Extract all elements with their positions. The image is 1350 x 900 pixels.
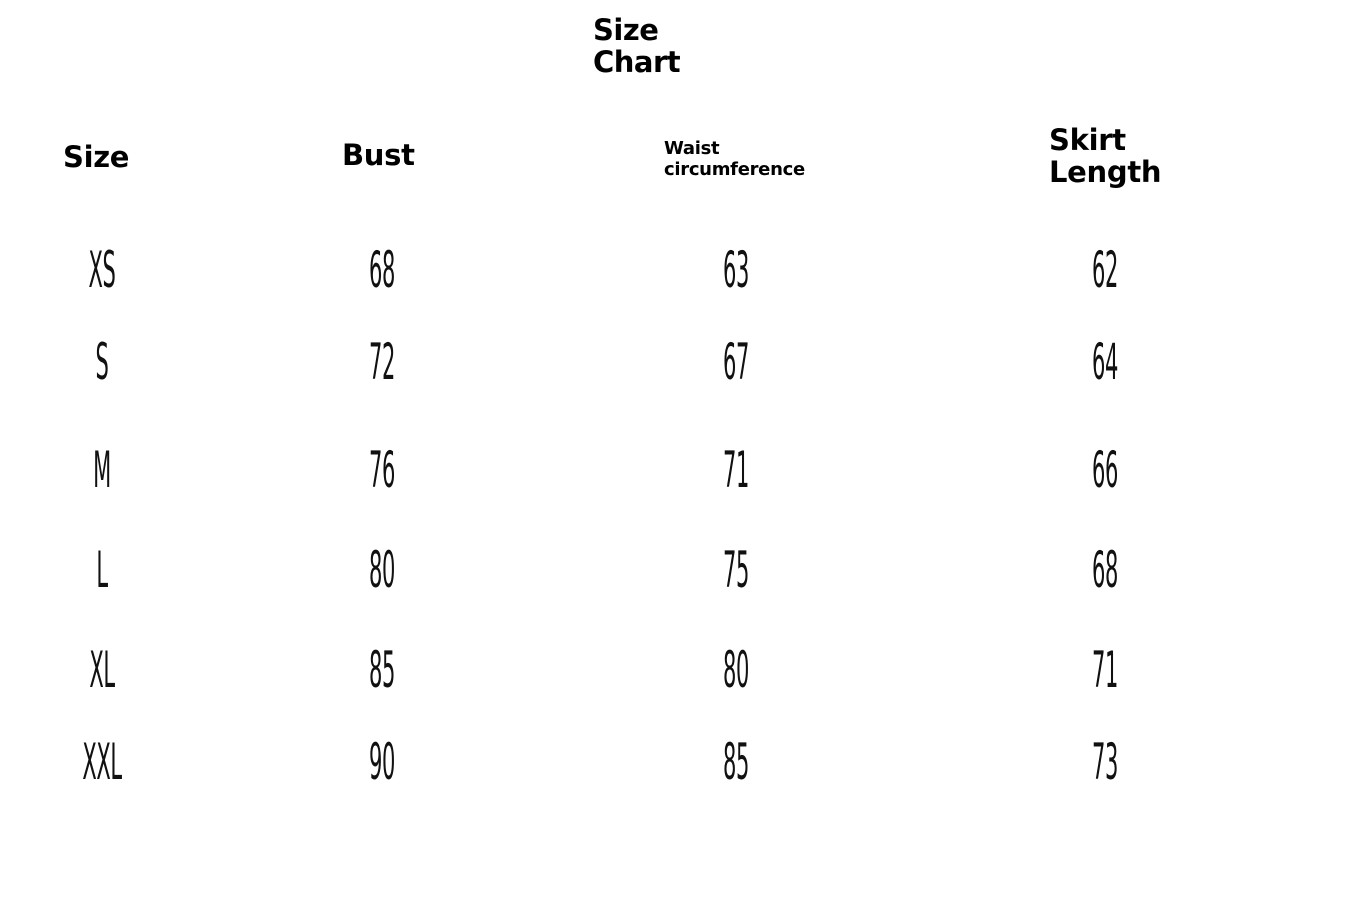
- table-cell-skirt: 62: [1092, 241, 1118, 299]
- table-cell-waist: 75: [723, 541, 749, 599]
- table-cell-bust: 85: [369, 641, 395, 699]
- table-cell-waist: 67: [723, 333, 749, 391]
- table-cell-waist: 71: [723, 441, 749, 499]
- table-cell-bust: 72: [369, 333, 395, 391]
- page-title: Size Chart: [593, 13, 681, 79]
- table-cell-size: XXL: [82, 733, 122, 791]
- table-cell-waist: 85: [723, 733, 749, 791]
- table-cell-skirt: 66: [1092, 441, 1118, 499]
- table-cell-bust: 68: [369, 241, 395, 299]
- table-cell-skirt: 64: [1092, 333, 1118, 391]
- table-cell-size: XS: [88, 241, 116, 299]
- table-cell-waist: 63: [723, 241, 749, 299]
- table-cell-waist: 80: [723, 641, 749, 699]
- table-cell-size: M: [93, 441, 111, 499]
- table-cell-bust: 76: [369, 441, 395, 499]
- table-cell-skirt: 68: [1092, 541, 1118, 599]
- table-cell-skirt: 73: [1092, 733, 1118, 791]
- column-header-skirt-length: Skirt Length: [1049, 123, 1162, 189]
- table-cell-size: XL: [89, 641, 115, 699]
- column-header-bust: Bust: [342, 138, 415, 172]
- column-header-waist: Waist circumference: [664, 138, 805, 180]
- table-cell-skirt: 71: [1092, 641, 1118, 699]
- column-header-size: Size: [63, 140, 130, 174]
- table-cell-size: S: [95, 333, 109, 391]
- table-cell-bust: 80: [369, 541, 395, 599]
- table-cell-size: L: [96, 541, 108, 599]
- table-cell-bust: 90: [369, 733, 395, 791]
